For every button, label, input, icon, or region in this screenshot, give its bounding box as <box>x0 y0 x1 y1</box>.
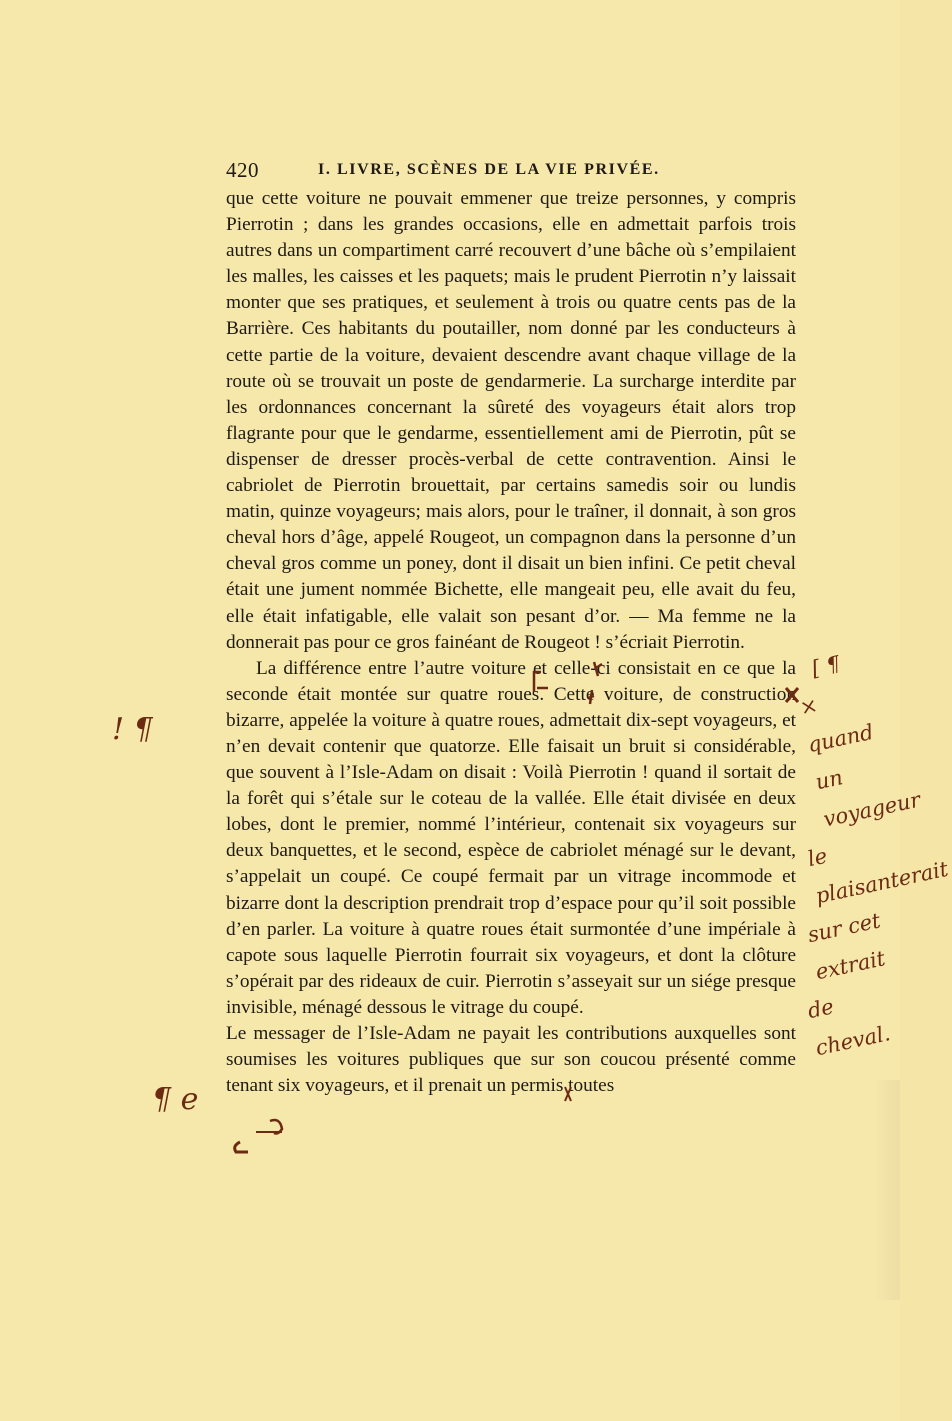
paragraph-3: Le messager de l’Isle-Adam ne payait les contributions auxquelles sont soumises les voitures publiques que sur son coucou présenté comme tenant six voyageurs, et il prenait un permis toutes <box>226 1023 796 1097</box>
right-note-4: sur cet extrait <box>805 908 888 985</box>
page-edge-shadow <box>874 1080 900 1300</box>
right-note-2: × quand un voyageur <box>797 692 923 832</box>
close-bracket-mark <box>270 1120 282 1134</box>
right-note-3: le plaisanterait <box>805 843 951 909</box>
paragraph-1: que cette voiture ne pouvait emmener que treize personnes, y compris Pierrotin ; dans les grandes occasions, elle en admettait parfois trois autres dans un compartiment carré recouvert d’une bâche où s’empilaient les malles, les caisses et les paquets; mais le prudent Pierrotin n’y laissait monter que ses pratiques, et seulement à trois ou quatre cents pas de la Barrière. Ces habitants du poutailler, nom donné par les conducteurs à cette partie de la voiture, devaient descendre avant chaque village de la route où se trouvait un poste de gendarmerie. La surcharge interdite par les ordonnances concernant la sûreté des voyageurs était alors trop flagrante pour que le gendarme, essentiellement ami de Pierrotin, pût se dispenser de dresser procès-verbal de cette contravention. Ainsi le cabriolet de Pierrotin brouettait, par certains samedis soir ou lundis matin, quinze voyageurs; mais alors, pour le traîner, il donnait, à son gros cheval hors d’âge, appelé Rougeot, un compagnon dans la personne d’un cheval gros comme un poney, dont il disait un bien infini. Ce petit cheval était une jument nommée Bichette, elle mangeait peu, elle avait du feu, elle était infatigable, elle valait son pesant d’or. — Ma femme ne la donnerait pas pour ce gros fainéant de Rougeot ! s’écriait Pierrotin. <box>226 188 796 653</box>
page-number: 420 <box>226 158 259 182</box>
left-margin-mark-1: ! ¶ <box>112 712 153 747</box>
right-margin-annotations <box>797 650 951 1068</box>
paragraph-2 <box>226 656 796 1021</box>
right-note-5: de cheval. <box>805 994 893 1061</box>
open-bracket-mark <box>235 1142 248 1152</box>
running-head: I. LIVRE, SCÈNES DE LA VIE PRIVÉE. <box>318 161 660 178</box>
body-text <box>226 186 796 1099</box>
left-margin-mark-2: ¶ e <box>152 1082 199 1117</box>
paragraph-2-text: La différence entre l’autre voiture et celle-ci consistait en ce que la seconde était montée sur quatre roues. Cette voiture, de construction bizarre, appelée la voiture à quatre roues, admettait dix-sept voyageurs, et n’en devait contenir que quatorze. Elle faisait un bruit si considérable, que souvent à l’Isle-Adam on disait : Voilà Pierrotin ! quand il sortait de la forêt qui s’étale sur le coteau de la vallée. Elle était divisée en deux lobes, dont le premier, nommé l’intérieur, contenait six voyageurs sur deux banquettes, et le second, espèce de cabriolet ménagé sur le devant, s’appelait un coupé. Ce coupé fermait par un vitrage incommode et bizarre dont la description prendrait trop d’espace pour qu’il soit possible d’en parler. La voiture à quatre roues était surmontée d’une impériale à capote sous laquelle Pierrotin fourrait six voyageurs, et dont la clôture s’opérait par des rideaux de cuir. Pierrotin s’asseyait sur un siége presque invisible, ménagé dessous le vitrage du coupé. <box>226 657 796 1018</box>
page-header <box>226 158 796 184</box>
right-note-1: [ ¶ <box>809 651 843 681</box>
